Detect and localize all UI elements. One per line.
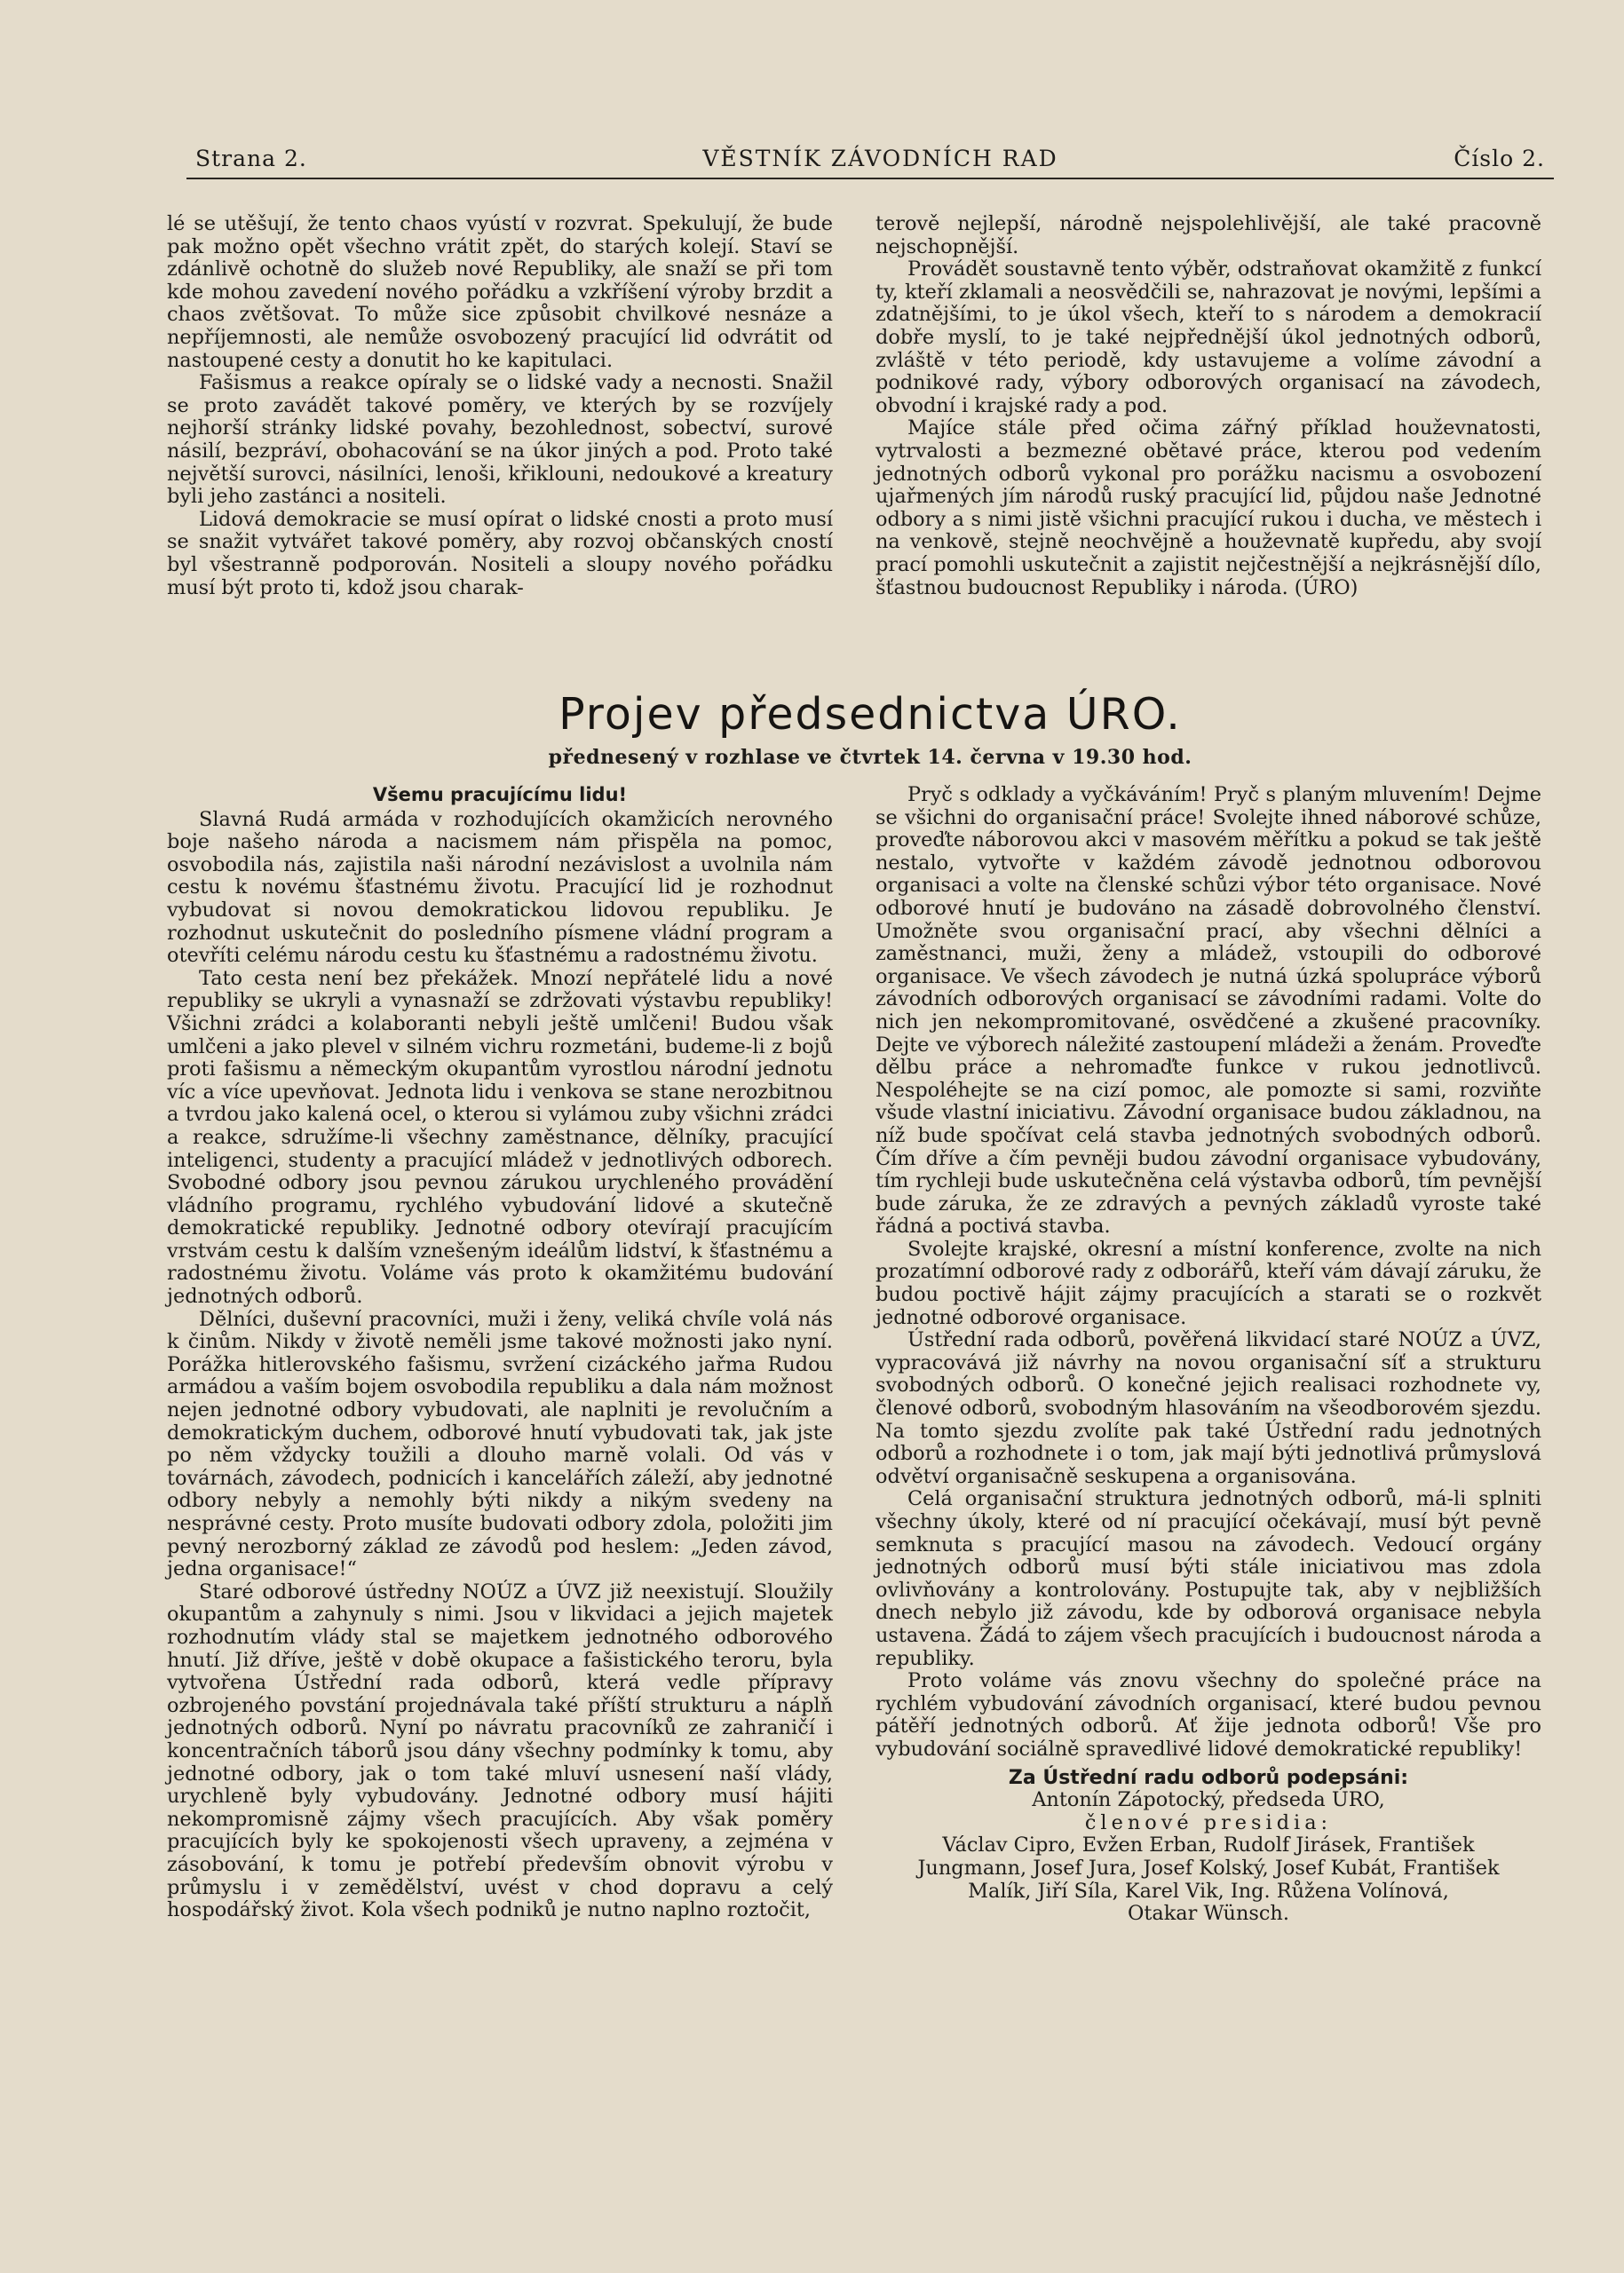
paragraph: Celá organisační struktura jednotných odborů, má-li splniti všechny úkoly, které od ní pracující očekávají, musí být pevně semknuta s pracující masou na závodech. Vedoucí orgány jednotných odborů musí býti stále iniciativou mas zdola ovlivňovány a kontrolovány. Postupujte tak, aby v nejbližších dnech nebylo již závodu, kde by odborová organisace nebyla ustavena. Žádá to zájem všech pracujících i budoucnost národa a republiky. [875, 1487, 1541, 1670]
signature-members-line: Otakar Wünsch. [1128, 1902, 1289, 1926]
paragraph: terově nejlepší, národně nejspolehlivější, ale také pracovně nejschopnější. [875, 212, 1541, 258]
top-right-column [875, 213, 1541, 599]
signature-members-label: členové presidia: [1084, 1810, 1333, 1834]
paragraph: Lidová demokracie se musí opírat o lidské cnosti a proto musí se snažit vytvářet takové poměry, aby rozvoj občanských cností byl všestranně podporován. Nositeli a sloupy nového pořádku musí být proto ti, kdož jsou charak- [167, 507, 833, 599]
bottom-left-column [167, 784, 833, 1922]
salutation: Všemu pracujícímu lidu! [372, 784, 628, 805]
paragraph: Provádět soustavně tento výběr, odstraňovat okamžitě z funkcí ty, kteří zklamali a neosvědčili se, nahrazovat je novými, lepšími a zdatnějšími, to je úkol všech, kteří to s národem a demokracií dobře myslí, to je také nejpřednější úkol jednotných odborů, zvláště v této periodě, kdy ustavujeme a volíme závodní a podnikové rady, výbory odborových organisací na závodech, obvodní i krajské rady a pod. [875, 257, 1541, 417]
paragraph: Dělníci, duševní pracovníci, muži i ženy, veliká chvíle volá nás k činům. Nikdy v životě neměli jsme takové možnosti jako nyní. Porážka hitlerovského fašismu, svržení cizáckého jařma Rudou armádou a vaším bojem osvobodila republiku a dala nám možnost nejen jednotné odbory vybudovati, ale naplniti je revolučním a demokratickým duchem, odborové hnutí vybudovati tak, jak jste po něm vždycky toužili a dlouho marně volali. Od vás v továrnách, závodech, podnicích i kancelářích záleží, aby jednotné odbory nebyly a nemohly býti nikdy a nikým svedeny na nesprávné cesty. Proto musíte budovati odbory zdola, položiti jim pevný nerozborný základ ze závodů pod heslem: „Jeden závod, jedna organisace!“ [167, 1307, 833, 1581]
paragraph: Staré odborové ústředny NOÚZ a ÚVZ již neexistují. Sloužily okupantům a zahynuly s nimi. Jsou v likvidaci a jejich majetek rozhodnutím vlády stal se majetkem jednotného odborového hnutí. Již dříve, ještě v době okupace a fašistického teroru, byla vytvořena Ústřední rada odborů, která vedle přípravy ozbrojeného povstání projednávala také příští strukturu a náplň jednotných odborů. Nyní po návratu pracovníků ze zahraničí i koncentračních táborů jsou dány všechny podmínky k tomu, aby jednotné odbory, jak o tom také mluví usnesení naší vlády, urychleně byly vybudovány. Jednotné odbory musí hájiti nekompromisně zájmy všech pracujících. Aby však poměry pracujících byly ke spokojenosti všech upraveny, a zejména v zásobování, k tomu je potřebí především obnovit výrobu v průmyslu i v zemědělství, uvést v chod dopravu a celý hospodářský život. Kola všech podniků je nutno naplno roztočit, [167, 1580, 833, 1922]
paragraph: Majíce stále před očima zářný příklad houževnatosti, vytrvalosti a bezmezné obětavé práce, kterou pod vedením jednotných odborů vykonal pro porážku nacismu a osvobození ujařmených jím národů ruský pracující lid, půjdou naše Jednotné odbory a s nimi jistě všichni pracující rukou i ducha, ve městech i na venkově, stejně neochvějně a houževnatě kupředu, aby svojí prací pomohli uskutečnit a zajistit nejčestnější a nejkrásnější dílo, šťastnou budoucnost Republiky i národa. (ÚRO) [875, 416, 1541, 599]
issue-number: Číslo 2. [1454, 146, 1545, 171]
bottom-right-column [875, 784, 1541, 1926]
signature-members-line: Václav Cipro, Evžen Erban, Rudolf Jirásek, František [942, 1833, 1475, 1857]
top-left-column [167, 213, 833, 599]
header-rule [186, 178, 1554, 179]
newspaper-title: VĚSTNÍK ZÁVODNÍCH RAD [702, 146, 1058, 171]
signature-heading: Za Ústřední radu odborů podepsáni: [1008, 1766, 1409, 1789]
signature-members-line: Malík, Jiří Síla, Karel Vik, Ing. Růžena Volínová, [968, 1879, 1449, 1903]
article-headline: Projev předsednictva ÚRO. [558, 689, 1182, 740]
paragraph: Slavná Rudá armáda v rozhodujících okamžicích nerovného boje našeho národa a nacismem nám přispěla na pomoc, osvobodila nás, zajistila naši národní nezávislost a uvolnila nám cestu k novému šťastnému životu. Pracující lid je rozhodnut vybudovat si novou demokratickou lidovou republiku. Je rozhodnut uskutečnit do posledního písmene vládní program a otevříti celému národu cestu ku šťastnému a radostnému životu. [167, 807, 833, 968]
page-number: Strana 2. [195, 146, 307, 171]
signature-block [875, 1767, 1541, 1926]
paragraph: Pryč s odklady a vyčkáváním! Pryč s planým mluvením! Dejme se všichni do organisační práce! Svolejte ihned náborové schůze, proveďte náborovou akci v masovém měřítku a pokud se tak ještě nestalo, vytvořte v každém závodě jednotnou odborovou organisaci a volte na členské schůzi výbor této organisace. Nové odborové hnutí je budováno na zásadě dobrovolného členství. Umožněte svou organisační prací, aby všechni dělníci a zaměstnanci, muži, ženy a mládež, vstoupili do odborové organisace. Ve všech závodech je nutná úzká spolupráce výborů závodních odborových organisací se závodními radami. Volte do nich jen nekompromitované, osvědčené a zkušené pracovníky. Dejte ve výborech náležité zastoupení mládeži a ženám. Proveďte dělbu práce a nehromaďte funkce v rukou jednotlivců. Nespoléhejte se na cizí pomoc, ale pomozte si sami, rozviňte všude vlastní iniciativu. Závodní organisace budou základnou, na níž bude spočívat celá stavba jednotných svobodných odborů. Čím dříve a čím pevněji budou závodní organisace vybudovány, tím rychleji bude uskutečněna celá výstavba odborů, tím pevnější bude záruka, že ze zdravých a pevných základů vyroste také řádná a poctivá stavba. [875, 783, 1541, 1239]
paragraph: Svolejte krajské, okresní a místní konference, zvolte na nich prozatímní odborové rady z odborářů, kteří vám dávají záruku, že budou poctivě hájit zájmy pracujících a starati se o rozkvět jednotné odborové organisace. [875, 1237, 1541, 1329]
paragraph: Ústřední rada odborů, pověřená likvidací staré NOÚZ a ÚVZ, vypracovává již návrhy na novou organisační síť a strukturu svobodných odborů. O konečné jejich realisaci rozhodnete vy, členové odborů, svobodným hlasováním na všeodborovém sjezdu. Na tomto sjezdu zvolíte pak také Ústřední radu jednotných odborů a rozhodnete i o tom, jak mají býti jednotlivá průmyslová odvětví organisačně seskupena a organisována. [875, 1328, 1541, 1488]
paragraph: lé se utěšují, že tento chaos vyústí v rozvrat. Spekulují, že bude pak možno opět všechno vrátit zpět, do starých kolejí. Staví se zdánlivě ochotně do služeb nové Republiky, ale snaží se při tom kde mohou zavedení nového pořádku a vzkříšení výroby brzdit a chaos zvětšovat. To může sice způsobit chvilkové nesnáze a nepříjemnosti, ale nemůže osvobozený pracující lid odvrátit od nastoupené cesty a donutit ho ke kapitulaci. [167, 212, 833, 372]
signature-members-line: Jungmann, Josef Jura, Josef Kolský, Josef Kubát, František [917, 1856, 1500, 1880]
paragraph: Proto voláme vás znovu všechny do společné práce na rychlém vybudování závodních organisací, které budou pevnou pátěří jednotných odborů. Ať žije jednota odborů! Vše pro vybudování sociálně spravedlivé lidové demokratické republiky! [875, 1669, 1541, 1761]
page-header [195, 146, 1545, 171]
paragraph: Fašismus a reakce opíraly se o lidské vady a necnosti. Snažil se proto zavádět takové poměry, ve kterých by se rozvíjely nejhorší stránky lidské povahy, bezohlednost, sobectví, surové násilí, bezpráví, obohacování se na úkor jiných a pod. Proto také největší surovci, násilníci, lenoši, křiklouni, nedoukové a kreatury byli jeho zastánci a nositeli. [167, 371, 833, 509]
signature-chair: Antonín Zápotocký, předseda ÚRO, [1032, 1788, 1385, 1812]
paragraph: Tato cesta není bez překážek. Mnozí nepřátelé lidu a nové republiky se ukryli a vynasnaží se zdržovati výstavbu republiky! Všichni zrádci a kolaboranti nebyli ještě umlčeni! Budou však umlčeni a jako plevel v silném vichru rozmetáni, budeme-li z bojů proti fašismu a německým okupantům vyrostlou národní jednotu víc a více upevňovat. Jednota lidu i venkova se stane nerozbitnou a tvrdou jako kalená ocel, o kterou si vylámou zuby všichni zrádci a reakce, sdružíme-li všechny zaměstnance, dělníky, pracující inteligenci, studenty a pracující mládež v jednotlivých odborech. Svobodné odbory jsou pevnou zárukou urychleného provádění vládního programu, rychlého vybudování lidové a skutečně demokratické republiky. Jednotné odbory otevírají pracujícím vrstvám cestu k dalším vznešeným ideálům lidství, k šťastnému a radostnému životu. Voláme vás proto k okamžitému budování jednotných odborů. [167, 966, 833, 1309]
article-subheadline: přednesený v rozhlase ve čtvrtek 14. června v 19.30 hod. [548, 746, 1192, 769]
